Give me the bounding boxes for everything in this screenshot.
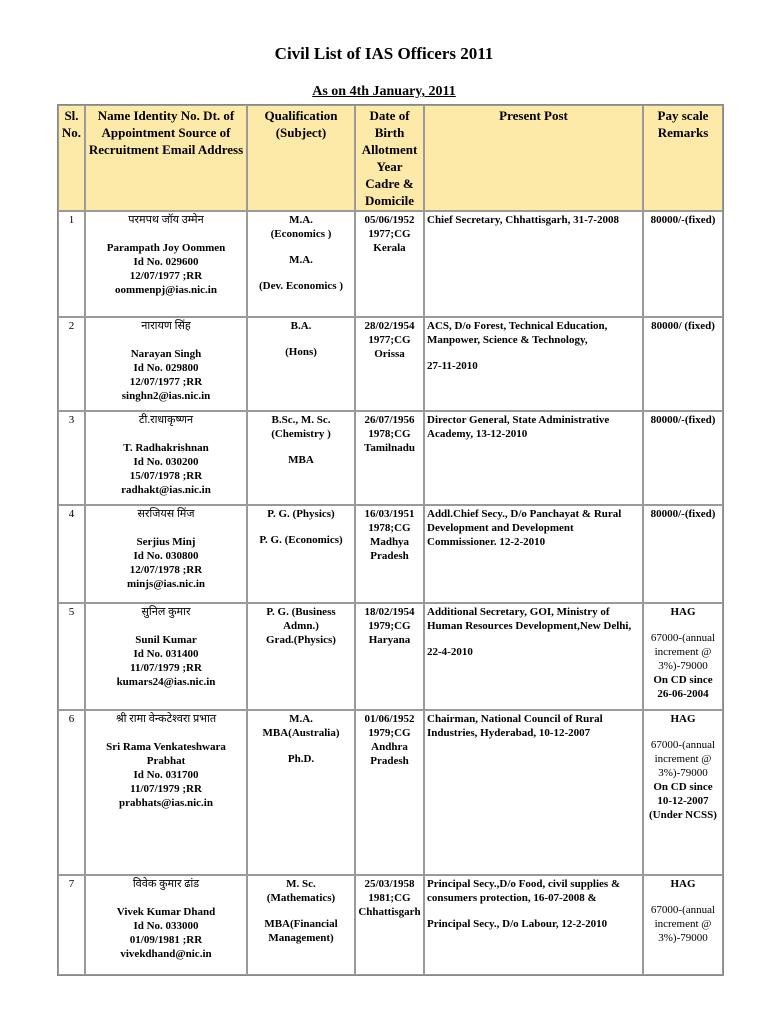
cell-sl xyxy=(58,710,85,875)
pay-scale: 80000/-(fixed) xyxy=(650,214,716,226)
present-post-2: 22-4-2010 xyxy=(427,646,473,658)
cell-post xyxy=(424,211,643,317)
email-address: vivekdhand@nic.in xyxy=(120,948,212,960)
domicile: Haryana xyxy=(368,634,411,646)
cell-post xyxy=(424,875,643,975)
cell-sl xyxy=(58,411,85,505)
sl-number: 1 xyxy=(68,214,75,226)
sl-number: 7 xyxy=(68,878,75,890)
email-address: kumars24@ias.nic.in xyxy=(116,676,216,688)
qualification-3: (Hons) xyxy=(285,346,317,358)
officer-name: Vivek Kumar Dhand xyxy=(116,906,216,918)
cell-date xyxy=(355,710,424,875)
email-address: minjs@ias.nic.in xyxy=(126,578,206,590)
qualification-4: (Dev. Economics ) xyxy=(258,280,343,292)
pay-scale: 80000/ (fixed) xyxy=(651,320,715,332)
hindi-name: विवेक कुमार ढांड xyxy=(132,878,200,890)
cell-post xyxy=(424,411,643,505)
qualification-2: MBA(Australia) xyxy=(262,727,340,739)
appointment-date: 15/07/1978 ;RR xyxy=(129,470,203,482)
hindi-name: श्री रामा वेन्कटेश्वरा प्रभात xyxy=(115,713,217,725)
qualification-1: M.A. xyxy=(289,214,313,226)
cell-date xyxy=(355,603,424,710)
qualification-1: P. G. (Physics) xyxy=(267,508,335,520)
domicile: Andhra Pradesh xyxy=(370,741,409,767)
cell-sl xyxy=(58,317,85,411)
pay-increment: 67000-(annual increment @ 3%)-79000 xyxy=(650,632,716,672)
appointment-date: 12/07/1977 ;RR xyxy=(129,376,203,388)
cell-qualification xyxy=(247,317,355,411)
cell-sl xyxy=(58,875,85,975)
qualification-3: P. G. (Economics) xyxy=(259,534,343,546)
domicile: Orissa xyxy=(374,348,405,360)
identity-no: Id No. 031700 xyxy=(133,769,199,781)
officer-name: Parampath Joy Oommen xyxy=(106,242,226,254)
allotment-cadre: 1977;CG xyxy=(368,228,411,240)
sl-number: 3 xyxy=(68,414,75,426)
cell-pay xyxy=(643,875,723,975)
qualification-3: MBA xyxy=(288,454,314,466)
present-post: Chairman, National Council of Rural Industries, Hyderabad, 10-12-2007 xyxy=(427,713,603,739)
cell-pay xyxy=(643,411,723,505)
allotment-cadre: 1978;CG xyxy=(368,522,411,534)
email-address: oommenpj@ias.nic.in xyxy=(115,284,217,296)
table-row xyxy=(58,505,723,603)
birth-date: 25/03/1958 xyxy=(364,878,415,890)
hindi-name: टी.राधाकृष्णन xyxy=(138,414,194,426)
appointment-date: 01/09/1981 ;RR xyxy=(129,934,203,946)
present-post: Additional Secretary, GOI, Ministry of Human Resources Development,New Delhi, xyxy=(427,606,632,632)
hindi-name: सरजियस मिंज xyxy=(137,508,195,520)
header-qualification: Qualification (Subject) xyxy=(247,105,355,211)
qualification-1: P. G. (Business Admn.) xyxy=(266,606,336,632)
cell-name xyxy=(85,505,247,603)
officers-table xyxy=(57,104,724,976)
pay-remarks: On CD since 26-06-2004 xyxy=(653,674,713,700)
header-sl: Sl. No. xyxy=(58,105,85,211)
cell-qualification xyxy=(247,603,355,710)
qualification-2: Grad.(Physics) xyxy=(266,634,336,646)
cell-date xyxy=(355,505,424,603)
header-post: Present Post xyxy=(424,105,643,211)
sl-number: 5 xyxy=(68,606,75,618)
cell-date xyxy=(355,317,424,411)
birth-date: 28/02/1954 xyxy=(364,320,415,332)
cell-name xyxy=(85,603,247,710)
hindi-name: परमपथ जॉय उम्मेन xyxy=(128,214,204,226)
table-row xyxy=(58,603,723,710)
identity-no: Id No. 031400 xyxy=(133,648,199,660)
cell-name xyxy=(85,875,247,975)
cell-name xyxy=(85,317,247,411)
cell-name xyxy=(85,211,247,317)
officer-name: Narayan Singh xyxy=(130,348,202,360)
cell-pay xyxy=(643,710,723,875)
present-post: Director General, State Administrative Academy, 13-12-2010 xyxy=(427,414,610,440)
table-row xyxy=(58,317,723,411)
cell-qualification xyxy=(247,875,355,975)
header-name: Name Identity No. Dt. of Appointment Source of Recruitment Email Address xyxy=(85,105,247,211)
qualification-3: Ph.D. xyxy=(287,753,315,765)
officer-name: T. Radhakrishnan xyxy=(123,442,209,454)
sl-number: 4 xyxy=(68,508,75,520)
appointment-date: 11/07/1979 ;RR xyxy=(130,662,202,674)
allotment-cadre: 1979;CG xyxy=(368,620,411,632)
allotment-cadre: 1978;CG xyxy=(368,428,411,440)
present-post-2: Principal Secy., D/o Labour, 12-2-2010 xyxy=(427,918,608,930)
cell-name xyxy=(85,710,247,875)
pay-scale: 80000/-(fixed) xyxy=(650,414,716,426)
table-row xyxy=(58,710,723,875)
document-title: Civil List of IAS Officers 2011 xyxy=(274,44,494,63)
present-post: Chief Secretary, Chhattisgarh, 31-7-2008 xyxy=(427,214,619,226)
qualification-2: (Chemistry ) xyxy=(271,428,331,440)
qualification-1: M. Sc. xyxy=(286,878,316,890)
cell-qualification xyxy=(247,211,355,317)
table-header-row xyxy=(58,105,723,211)
present-post: Principal Secy.,D/o Food, civil supplies & consumers protection, 16-07-2008 & xyxy=(427,878,621,904)
email-address: singhn2@ias.nic.in xyxy=(121,390,211,402)
qualification-1: B.Sc., M. Sc. xyxy=(271,414,331,426)
hindi-name: नारायण सिंह xyxy=(141,320,191,332)
cell-date xyxy=(355,875,424,975)
cell-post xyxy=(424,317,643,411)
qualification-3: MBA(Financial Management) xyxy=(264,918,338,944)
officer-name: Sunil Kumar xyxy=(135,634,197,646)
birth-date: 16/03/1951 xyxy=(364,508,415,520)
cell-post xyxy=(424,505,643,603)
document-subtitle: As on 4th January, 2011 xyxy=(312,84,456,99)
identity-no: Id No. 033000 xyxy=(133,920,199,932)
domicile: Madhya Pradesh xyxy=(369,536,410,562)
sl-number: 2 xyxy=(68,320,75,332)
officer-name: Serjius Minj xyxy=(136,536,196,548)
qualification-1: M.A. xyxy=(289,713,313,725)
email-address: radhakt@ias.nic.in xyxy=(121,484,211,496)
identity-no: Id No. 030800 xyxy=(133,550,199,562)
table-row xyxy=(58,875,723,975)
identity-no: Id No. 029600 xyxy=(133,256,199,268)
cell-pay xyxy=(643,603,723,710)
cell-post xyxy=(424,603,643,710)
cell-pay xyxy=(643,211,723,317)
hindi-name: सुनिल कुमार xyxy=(141,606,191,618)
table-row xyxy=(58,211,723,317)
appointment-date: 12/07/1978 ;RR xyxy=(129,564,203,576)
birth-date: 05/06/1952 xyxy=(364,214,415,226)
cell-name xyxy=(85,411,247,505)
pay-scale: HAG xyxy=(670,606,696,618)
sl-number: 6 xyxy=(68,713,75,725)
header-pay: Pay scale Remarks xyxy=(643,105,723,211)
present-post: Addl.Chief Secy., D/o Panchayat & Rural Development and Development Commissioner. 12-2-2010 xyxy=(427,508,622,548)
cell-qualification xyxy=(247,710,355,875)
identity-no: Id No. 029800 xyxy=(133,362,199,374)
allotment-cadre: 1981;CG xyxy=(368,892,411,904)
pay-scale: HAG xyxy=(670,878,696,890)
header-date: Date of Birth Allotment Year Cadre & Domicile xyxy=(355,105,424,211)
cell-qualification xyxy=(247,411,355,505)
email-address: prabhats@ias.nic.in xyxy=(119,797,213,809)
qualification-1: B.A. xyxy=(290,320,312,332)
pay-scale: HAG xyxy=(670,713,696,725)
domicile: Chhattisgarh xyxy=(358,906,421,918)
domicile: Kerala xyxy=(373,242,406,254)
pay-remarks: On CD since 10-12-2007 (Under NCSS) xyxy=(649,781,717,821)
identity-no: Id No. 030200 xyxy=(133,456,199,468)
appointment-date: 11/07/1979 ;RR xyxy=(130,783,202,795)
birth-date: 01/06/1952 xyxy=(364,713,415,725)
cell-date xyxy=(355,411,424,505)
table-row xyxy=(58,411,723,505)
qualification-2: (Mathematics) xyxy=(266,892,336,904)
pay-scale: 80000/-(fixed) xyxy=(650,508,716,520)
birth-date: 18/02/1954 xyxy=(364,606,415,618)
cell-post xyxy=(424,710,643,875)
present-post: ACS, D/o Forest, Technical Education, Manpower, Science & Technology, xyxy=(427,320,608,346)
cell-pay xyxy=(643,505,723,603)
present-post-2: 27-11-2010 xyxy=(427,360,478,372)
cell-sl xyxy=(58,603,85,710)
qualification-3: M.A. xyxy=(289,254,313,266)
allotment-cadre: 1977;CG xyxy=(368,334,411,346)
pay-increment: 67000-(annual increment @ 3%)-79000 xyxy=(650,739,716,779)
qualification-2: (Economics ) xyxy=(270,228,332,240)
pay-increment: 67000-(annual increment @ 3%)-79000 xyxy=(650,904,716,944)
cell-sl xyxy=(58,211,85,317)
cell-qualification xyxy=(247,505,355,603)
cell-pay xyxy=(643,317,723,411)
domicile: Tamilnadu xyxy=(364,442,415,454)
birth-date: 26/07/1956 xyxy=(364,414,415,426)
officer-name: Sri Rama Venkateshwara Prabhat xyxy=(106,741,226,767)
cell-date xyxy=(355,211,424,317)
allotment-cadre: 1979;CG xyxy=(368,727,411,739)
cell-sl xyxy=(58,505,85,603)
appointment-date: 12/07/1977 ;RR xyxy=(129,270,203,282)
